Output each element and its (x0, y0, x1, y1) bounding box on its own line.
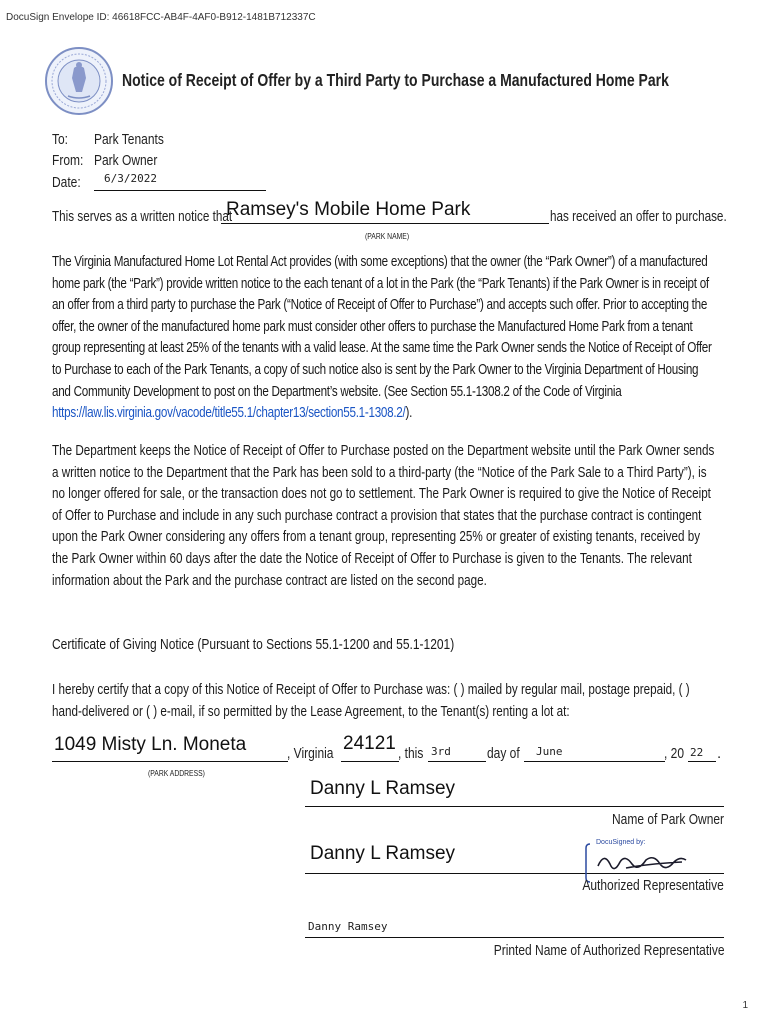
paragraph-1-text: The Virginia Manufactured Home Lot Rental Act provides (with some exceptions) that the owner (the “Park Owner”) of a manufactured home park (the “Park”) provide written notice to the each tenant of a lot in the Park (the “Park Tenants) if the Park Owner is in receipt of an offer from a third party to purchase the Park (“Notice of Receipt of Offer to Purchase”) and accepts such offer. Prior to accepting the offer, the owner of the manufactured home park must consider other offers to purchase the Manufactured Home Park from a tenant group representing at least 25% of the tenants with a valid lease. At the same time the Park Owner sends the Notice of Receipt of Offer to Purchase to each of the Park Tenants, a copy of such notice also is sent by the Park Owner to the Virginia Department of Housing and Community Development to post on the Department’s website. (See Section 55.1-1308.2 of the Code of Virginia (52, 254, 712, 400)
park-address-caption: (PARK ADDRESS) (148, 769, 205, 778)
month-underline (524, 761, 665, 762)
day-field[interactable]: 3rd (431, 745, 451, 758)
park-name-field[interactable]: Ramsey's Mobile Home Park (226, 199, 471, 220)
park-address-field[interactable]: 1049 Misty Ln. Moneta (54, 734, 247, 755)
paragraph-lot-rental-act (52, 252, 716, 425)
date-value: 6/3/2022 (104, 172, 157, 185)
paragraph-1-end: ). (405, 405, 413, 422)
rep-name-label: Authorized Representative (582, 877, 724, 894)
from-value: Park Owner (94, 152, 158, 169)
notice-prefix: This serves as a written notice that (52, 208, 233, 225)
this-label: , this (398, 745, 424, 762)
printed-name-field[interactable]: Danny Ramsey (308, 920, 388, 933)
to-label: To: (52, 131, 69, 148)
virginia-label: , Virginia (287, 745, 334, 762)
owner-name-field[interactable]: Danny L Ramsey (310, 778, 456, 799)
docusign-envelope-id: DocuSign Envelope ID: 46618FCC-AB4F-4AF0-B912-1481B712337C (6, 12, 316, 23)
certify-text: I hereby certify that a copy of this Notice of Receipt of Offer to Purchase was: ( ) mailed by regular mail, postage prepaid, ( ) hand-delivered or ( ) e-mail, if so permitted by the Lease Agreement, to the Tenant(s) renting a lot at: (52, 682, 690, 720)
owner-name-label: Name of Park Owner (611, 811, 724, 828)
year-field[interactable]: 22 (690, 746, 704, 759)
code-of-virginia-link[interactable]: https://law.lis.virginia.gov/vacode/title55.1/chapter13/section55.1-1308.2/ (52, 405, 406, 422)
printed-name-label: Printed Name of Authorized Representative (493, 942, 724, 959)
notice-suffix: has received an offer to purchase. (550, 208, 727, 225)
year-underline (688, 761, 716, 762)
paragraph-department: The Department keeps the Notice of Receipt of Offer to Purchase posted on the Department website until the Park Owner sends a written notice to the Department that the Park has been sold to a third-party (the “Notice of the Park Sale to a Third Party”), is no longer offered for sale, or the transaction does not go to settlement. The Park Owner is required to give the Notice of Receipt of Offer to Purchase and include in any such purchase contract a provision that states that the purchase contract is contingent upon the Park Owner considering any offers from a tenant group, representing 25% or greater of existing tenants, received by the Park Owner within 60 days after the date the Notice of Receipt of Offer to Purchase is given to the Tenants. The relevant information about the Park and the purchase contract are listed on the second page. (52, 443, 715, 589)
from-label: From: (52, 152, 84, 169)
year-period: . (717, 745, 722, 762)
park-name-underline (221, 223, 549, 224)
day-of-label: day of (487, 745, 520, 762)
docusigned-by-label: DocuSigned by: (596, 839, 646, 846)
certificate-heading: Certificate of Giving Notice (Pursuant to Sections 55.1-1200 and 55.1-1201) (52, 636, 455, 653)
day-underline (428, 761, 486, 762)
rep-name-field[interactable]: Danny L Ramsey (310, 843, 456, 864)
address-underline (52, 761, 288, 762)
park-name-caption: (PARK NAME) (365, 232, 410, 241)
owner-name-underline (305, 806, 724, 807)
zip-underline (341, 761, 399, 762)
year-prefix: , 20 (664, 745, 685, 762)
date-label: Date: (52, 174, 81, 191)
virginia-seal-icon (44, 46, 114, 116)
date-underline (94, 190, 266, 191)
document-title: Notice of Receipt of Offer by a Third Party to Purchase a Manufactured Home Park (122, 70, 669, 90)
printed-name-underline (305, 937, 724, 938)
month-field[interactable]: June (536, 745, 563, 758)
page-number: 1 (742, 1000, 748, 1011)
zip-field[interactable]: 24121 (343, 733, 396, 754)
to-value: Park Tenants (94, 131, 164, 148)
